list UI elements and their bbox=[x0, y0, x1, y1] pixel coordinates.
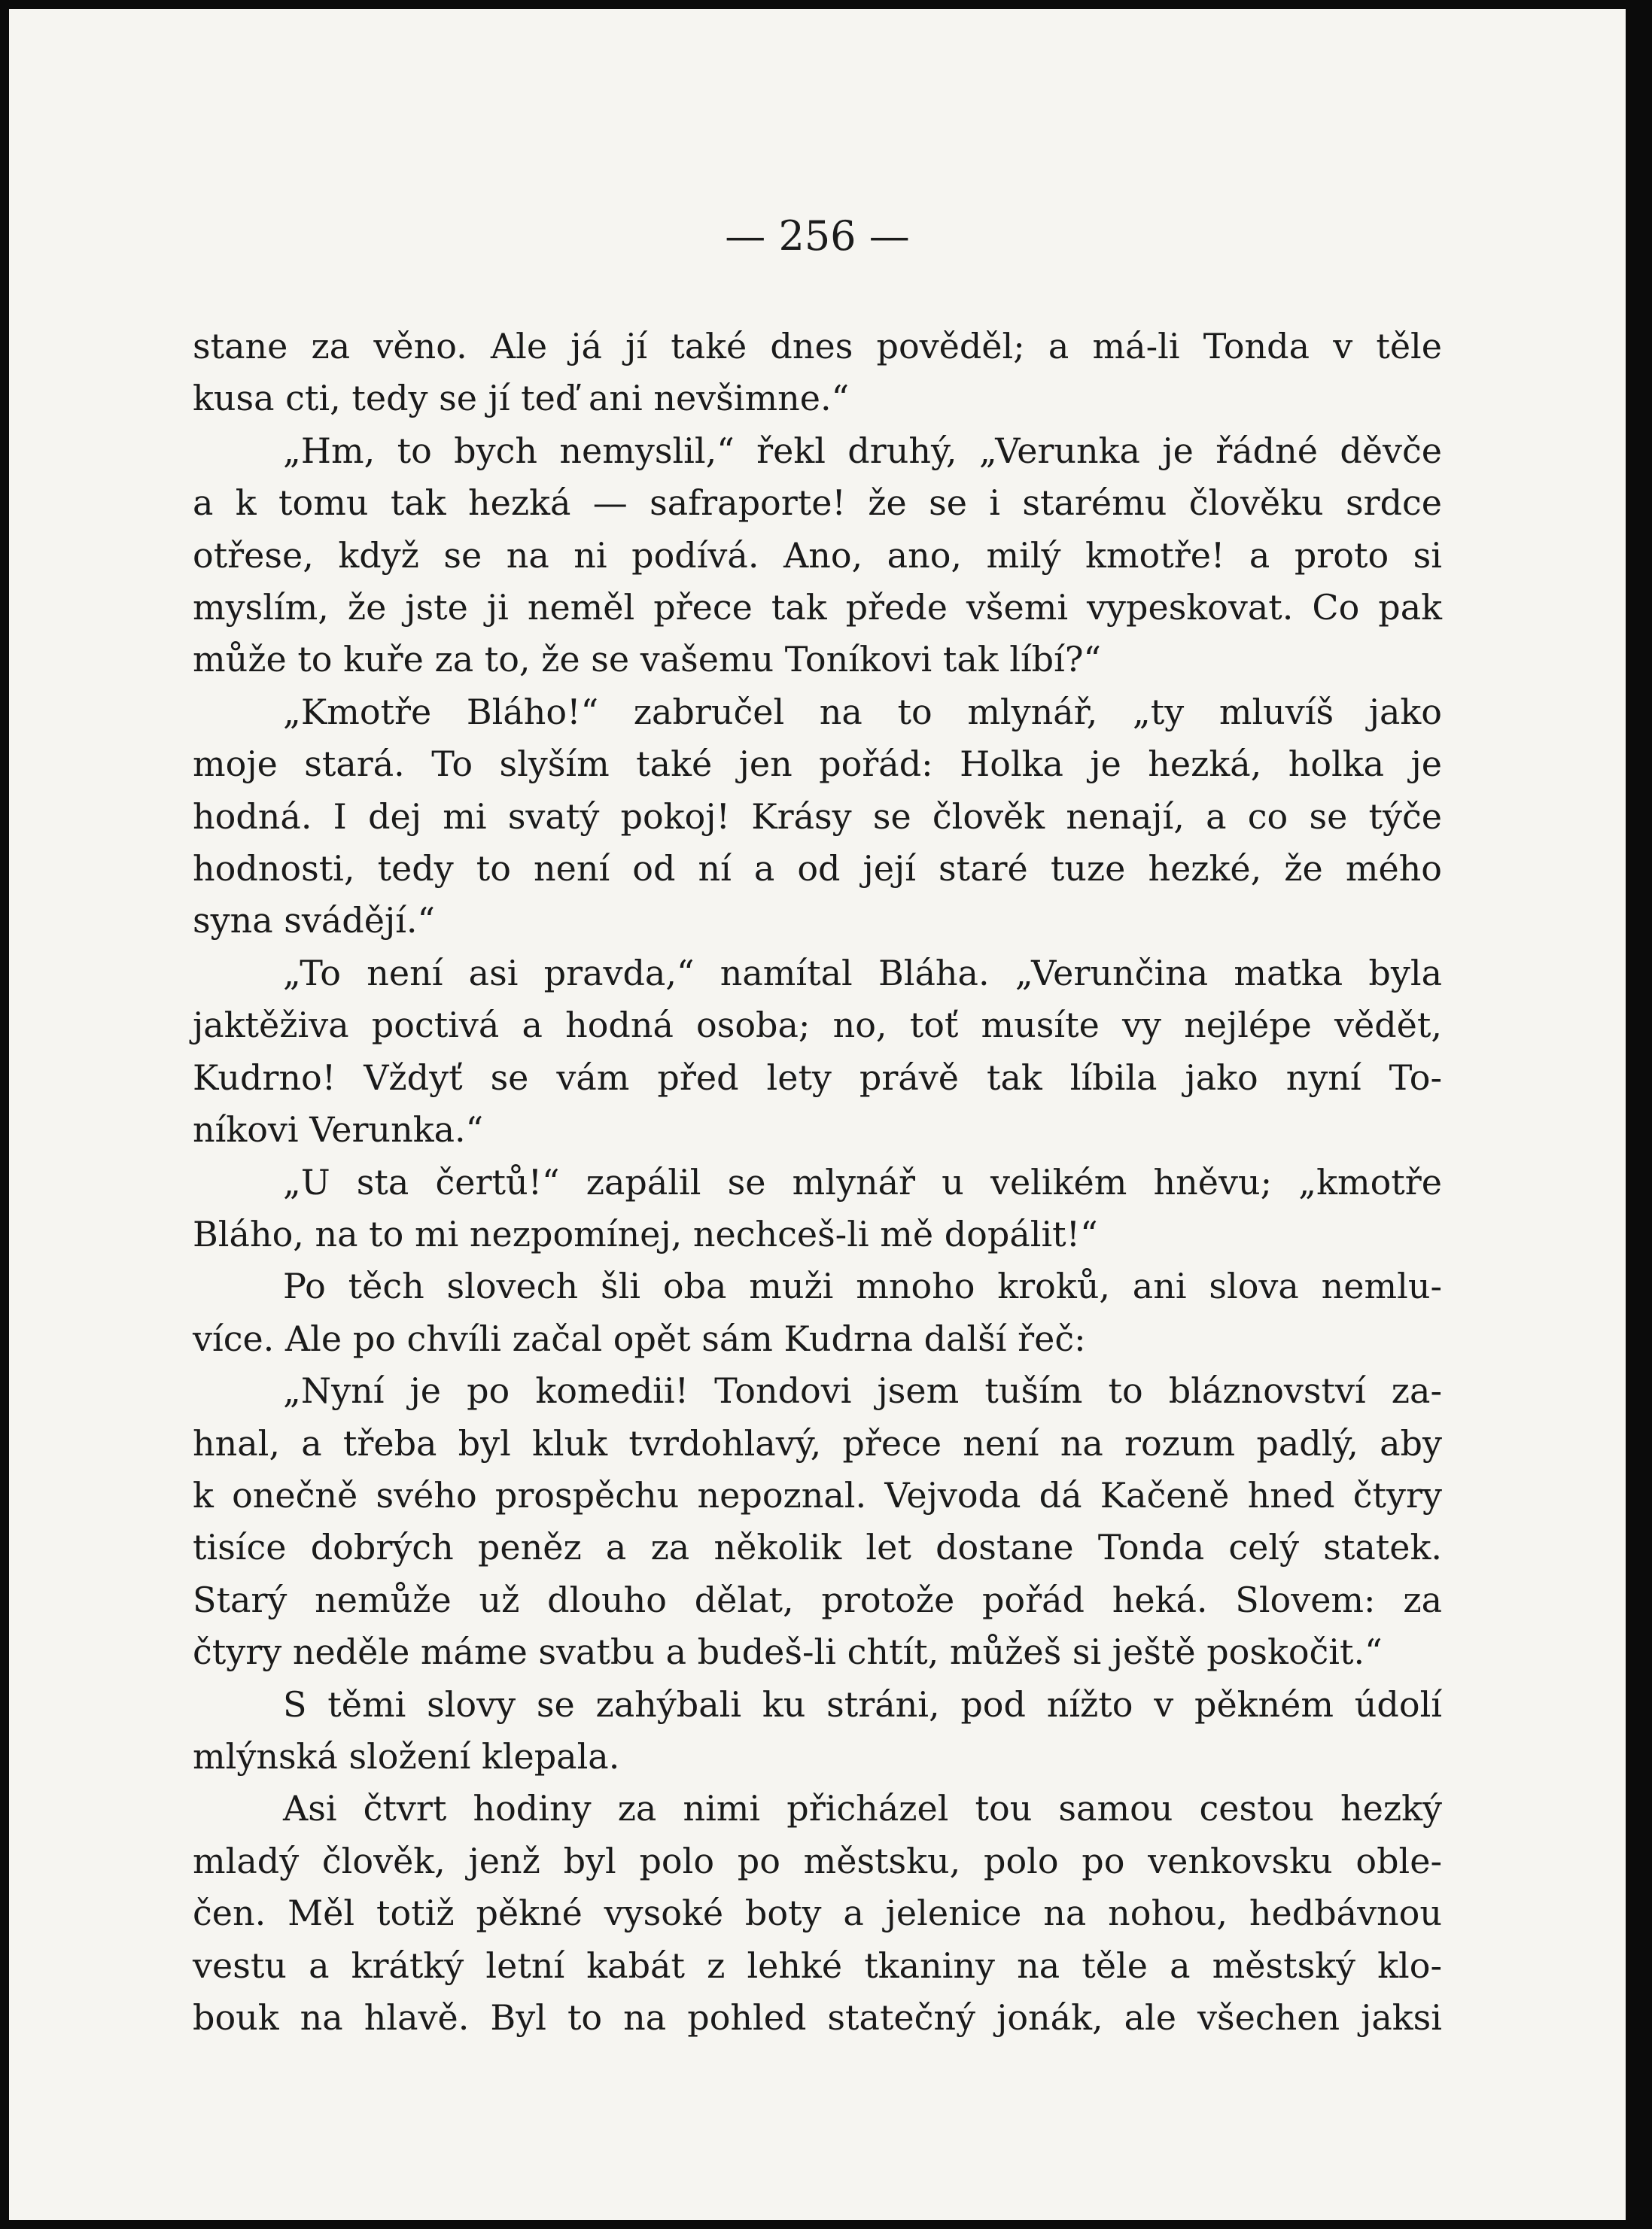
book-page bbox=[9, 9, 1626, 2220]
text-line: tisíce dobrých peněz a za několik let dostane Tonda celý statek. bbox=[193, 1527, 1442, 1568]
text-line: moje stará. To slyším také jen pořád: Holka je hezká, holka je bbox=[193, 744, 1442, 785]
body-text bbox=[193, 321, 1442, 2044]
text-line: mlýnská složení klepala. bbox=[193, 1735, 620, 1777]
text-line: Bláho, na to mi nezpomínej, nechceš-li mě dopálit!“ bbox=[193, 1213, 1098, 1254]
text-line: hnal, a třeba byl kluk tvrdohlavý, přece není na rozum padlý, aby bbox=[193, 1422, 1442, 1464]
text-line: „U sta čertů!“ zapálil se mlynář u velikém hněvu; „kmotře bbox=[283, 1161, 1442, 1203]
text-line: čen. Měl totiž pěkné vysoké boty a jelenice na nohou, hedbávnou bbox=[193, 1893, 1442, 1934]
text-line: „Hm, to bych nemyslil,“ řekl druhý, „Verunka je řádné děvče bbox=[283, 430, 1442, 471]
text-line: „Nyní je po komedii! Tondovi jsem tuším to bláznovství za- bbox=[283, 1370, 1442, 1412]
text-line: Asi čtvrt hodiny za nimi přicházel tou samou cestou hezký bbox=[283, 1788, 1442, 1829]
text-line: čtyry neděle máme svatbu a budeš-li chtít, můžeš si ještě poskočit.“ bbox=[193, 1631, 1383, 1673]
text-line: „Kmotře Bláho!“ zabručel na to mlynář, „ty mluvíš jako bbox=[283, 691, 1442, 732]
text-line: S těmi slovy se zahýbali ku stráni, pod nížto v pěkném údolí bbox=[283, 1683, 1442, 1725]
text-line: Kudrno! Vždyť se vám před lety právě tak líbila jako nyní To- bbox=[193, 1057, 1442, 1098]
text-line: otřese, když se na ni podívá. Ano, ano, milý kmotře! a proto si bbox=[193, 534, 1442, 576]
text-line: Po těch slovech šli oba muži mnoho kroků, ani slova nemlu- bbox=[283, 1266, 1442, 1307]
text-line: „To není asi pravda,“ namítal Bláha. „Verunčina matka byla bbox=[283, 952, 1442, 993]
scan-border bbox=[1626, 0, 1652, 2229]
text-line: Starý nemůže už dlouho dělat, protože pořád heká. Slovem: za bbox=[193, 1579, 1442, 1620]
text-line: syna svádějí.“ bbox=[193, 900, 436, 941]
text-line: k onečně svého prospěchu nepoznal. Vejvoda dá Kačeně hned čtyry bbox=[193, 1474, 1442, 1516]
text-line: bouk na hlavě. Byl to na pohled statečný jonák, ale všechen jaksi bbox=[193, 1997, 1442, 2038]
text-line: více. Ale po chvíli začal opět sám Kudrna další řeč: bbox=[193, 1318, 1086, 1359]
page-number: — 256 — bbox=[725, 212, 910, 260]
text-line: vestu a krátký letní kabát z lehké tkaniny na těle a městský klo- bbox=[193, 1945, 1442, 1986]
text-line: hodná. I dej mi svatý pokoj! Krásy se člověk nenají, a co se týče bbox=[193, 795, 1442, 837]
text-line: kusa cti, tedy se jí teď ani nevšimne.“ bbox=[193, 378, 850, 419]
text-line: níkovi Verunka.“ bbox=[193, 1109, 484, 1151]
text-line: myslím, že jste ji neměl přece tak přede všemi vypeskovat. Co pak bbox=[193, 587, 1442, 628]
text-line: stane za věno. Ale já jí také dnes pověděl; a má-li Tonda v těle bbox=[193, 326, 1442, 366]
text-line: a k tomu tak hezká — safraporte! že se i starému člověku srdce bbox=[193, 482, 1442, 524]
text-line: mladý člověk, jenž byl polo po městsku, polo po venkovsku oble- bbox=[193, 1840, 1442, 1881]
text-line: může to kuře za to, že se vašemu Toníkovi tak líbí?“ bbox=[193, 639, 1102, 680]
text-line: hodnosti, tedy to není od ní a od její staré tuze hezké, že mého bbox=[193, 848, 1442, 889]
text-line: jaktěživa poctivá a hodná osoba; no, toť musíte vy nejlépe vědět, bbox=[193, 1005, 1442, 1046]
